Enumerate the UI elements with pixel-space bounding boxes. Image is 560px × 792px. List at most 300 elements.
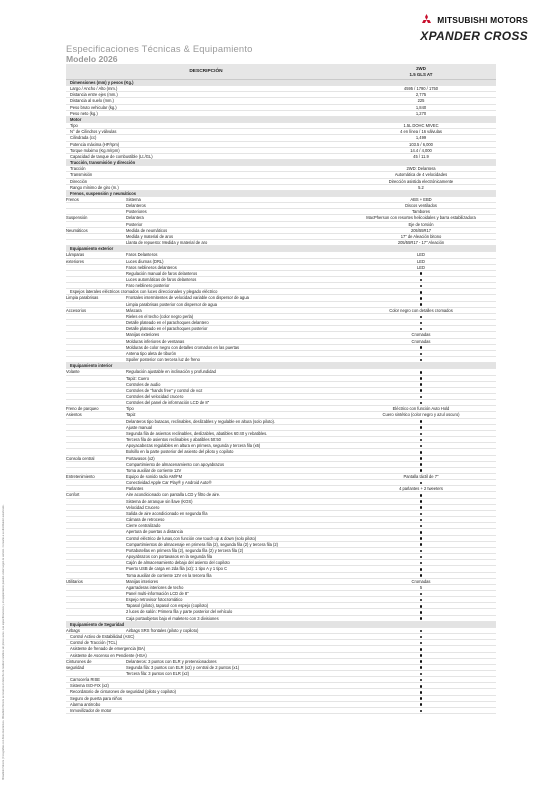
group-label <box>66 382 124 387</box>
included-dot-icon <box>420 451 423 454</box>
spec-value: 1,840 <box>415 104 427 110</box>
spec-value <box>346 696 496 701</box>
spec-value <box>346 597 496 602</box>
spec-label: Segunda fila: 3 puntos con ELR (x2) y central de 2 puntos (x1) <box>126 664 240 670</box>
included-dot-icon <box>420 531 423 534</box>
spec-label: Posteriores <box>126 209 147 215</box>
spec-value <box>346 468 496 473</box>
spec-label: Rieles en el techo (color negro perla) <box>126 313 194 319</box>
spec-value <box>346 376 496 381</box>
version-trim: 1.5 GLS AT <box>409 72 433 77</box>
spec-value: Automática de 4 velocidades <box>394 172 448 178</box>
included-dot-icon <box>420 691 423 694</box>
spec-value: 1,270 <box>415 110 427 116</box>
group-label <box>66 468 124 473</box>
spec-value <box>346 462 496 467</box>
group-label <box>66 240 124 245</box>
included-dot-icon <box>420 611 423 614</box>
included-dot-icon <box>420 636 423 639</box>
document-subtitle: Modelo 2026 <box>66 54 118 64</box>
included-dot-icon <box>420 710 423 713</box>
spec-value <box>346 708 496 713</box>
spec-label: Llanta de repuesto: Medida y material de aro <box>126 240 208 246</box>
spec-value <box>346 665 496 670</box>
included-dot-icon <box>420 322 423 325</box>
spec-label: Agarraderas interiores de techo <box>126 584 184 590</box>
group-label <box>66 548 124 553</box>
spec-label: Rango mínimo de giro (m.) <box>70 184 119 190</box>
included-dot-icon <box>420 272 423 275</box>
spec-value: 2,775 <box>415 92 427 98</box>
group-label <box>66 597 124 602</box>
mitsubishi-diamond-logo-icon <box>420 14 433 26</box>
included-dot-icon <box>420 605 423 608</box>
group-label <box>66 542 124 547</box>
spec-value: 225 <box>417 98 425 104</box>
included-dot-icon <box>420 697 423 700</box>
group-label <box>66 671 124 676</box>
group-label <box>66 376 124 381</box>
group-label <box>66 394 124 399</box>
group-label <box>66 517 124 522</box>
spec-value: 1.5L DOHC MIVEC <box>403 123 439 129</box>
included-dot-icon <box>420 439 423 442</box>
section-title: Equipamiento de Seguridad <box>70 621 125 627</box>
included-dot-icon <box>420 469 423 472</box>
spec-label: Luces automáticas de faros delanteros <box>126 277 197 282</box>
included-dot-icon <box>420 383 423 386</box>
group-label <box>66 499 124 504</box>
spec-label: Limpia parabrisas posterior con dispersor de agua <box>126 301 218 307</box>
spec-label: Control eléctrico de lunas,con función one touch up & down (solo piloto) <box>126 535 257 541</box>
group-label <box>66 302 124 307</box>
included-dot-icon <box>420 445 423 448</box>
spec-value <box>346 573 496 578</box>
spec-label: Frontales intermitentes de velocidad variable con dispersor de agua <box>126 295 249 301</box>
group-label <box>66 271 124 276</box>
group-label <box>66 505 124 510</box>
spec-label: Cilindrada (cc) <box>70 135 97 141</box>
spec-label: 2 luces de salón: Primera fila y parte posterior del vehículo <box>126 609 233 615</box>
spec-value <box>346 591 496 596</box>
spec-label: Controles del velocidad crucero <box>126 393 184 399</box>
spec-label: Apoyabrazos con portavasos en la segunda fila <box>126 554 213 560</box>
spec-value: Cuero sintético (color negro y azul oscuro) <box>382 412 460 418</box>
spec-value: Cromadas <box>411 332 431 338</box>
spec-label: Caja portaobjetos bajo el maletero con 3 divisiones <box>126 615 219 621</box>
included-dot-icon <box>420 463 423 466</box>
spec-label: Antena tipo aleta de tiburón <box>126 350 177 356</box>
spec-label: Torque máximo (Kg.m/rpm) <box>70 147 120 153</box>
spec-value <box>346 283 496 288</box>
group-label <box>66 419 124 424</box>
section-title: Motor <box>70 116 82 122</box>
spec-value <box>346 369 496 374</box>
included-dot-icon <box>420 519 423 522</box>
spec-value <box>346 548 496 553</box>
spec-value: Dirección asistida electrónicamente <box>388 178 454 184</box>
spec-label: Airbags SRS frontales (piloto y copiloto) <box>126 627 199 633</box>
group-label: seguridad <box>66 664 84 670</box>
group-label <box>66 265 124 270</box>
included-dot-icon <box>420 500 423 503</box>
included-dot-icon <box>420 396 423 399</box>
spec-label: Control Activo de Estabilidad (ASC) <box>70 634 135 640</box>
spec-value <box>346 628 496 633</box>
spec-value <box>346 653 496 658</box>
spec-value <box>346 492 496 497</box>
spec-label: Molduras de color negro con detalles cromados en las puertas <box>126 344 240 350</box>
spec-value: 205/55R17 - 17" Aleación <box>397 240 445 246</box>
group-label <box>66 566 124 571</box>
spec-value <box>346 689 496 694</box>
spec-value: Tambores <box>412 209 430 215</box>
spec-value <box>346 616 496 621</box>
included-dot-icon <box>420 599 423 602</box>
group-label: Limpia parabrisas <box>66 295 99 301</box>
group-label <box>66 443 124 448</box>
spec-value: ABS + EBD <box>410 196 432 202</box>
included-dot-icon <box>420 353 423 356</box>
spec-table-header <box>66 64 496 80</box>
spec-value: 103.5 / 6,000 <box>409 141 433 147</box>
included-dot-icon <box>420 525 423 528</box>
group-label <box>66 332 124 337</box>
spec-label: Conectividad Apple Car Play® y Android Auto® <box>126 480 212 486</box>
included-dot-icon <box>420 494 423 497</box>
group-label <box>66 603 124 608</box>
included-dot-icon <box>420 402 423 405</box>
group-label <box>66 486 124 491</box>
spec-value: LED <box>417 264 425 270</box>
group-label <box>66 203 124 208</box>
spec-label: Tapiz <box>126 412 136 418</box>
group-label <box>66 585 124 590</box>
spec-label: Sistema de arranque sin llave (KOS) <box>126 498 193 504</box>
included-dot-icon <box>420 420 423 423</box>
included-dot-icon <box>420 630 423 633</box>
model-name: XPANDER CROSS <box>420 29 528 43</box>
spec-value: Cromadas <box>411 338 431 344</box>
group-label <box>66 616 124 621</box>
group-label <box>66 326 124 331</box>
included-dot-icon <box>420 279 423 282</box>
spec-value <box>346 314 496 319</box>
included-dot-icon <box>420 543 423 546</box>
group-label: Frenos <box>66 196 79 202</box>
spec-label: Bolsillo en la parte posterior del asiento del piloto y copiloto <box>126 449 234 455</box>
included-dot-icon <box>420 568 423 571</box>
spec-value: LED <box>417 252 425 258</box>
spec-value <box>346 511 496 516</box>
included-dot-icon <box>420 457 423 460</box>
spec-value: Color negro con detalles cromados <box>389 307 453 313</box>
spec-label: Tracción <box>70 166 86 172</box>
spec-value <box>346 437 496 442</box>
group-label <box>66 554 124 559</box>
spec-label: Potencia máxima (HP/rpm) <box>70 141 120 147</box>
spec-label: Delanteros <box>126 203 146 209</box>
spec-label: Faros neblineros delanteros <box>126 264 177 270</box>
included-dot-icon <box>420 377 423 380</box>
spec-value: 1,499 <box>415 135 427 141</box>
spec-value <box>346 659 496 664</box>
spec-value: 205/55R17 <box>410 227 432 233</box>
spec-label: Portabotellas en primera fila (2), segunda fila (2) y tercera fila (2) <box>126 547 244 553</box>
spec-value: 14.4 / 4,000 <box>410 147 432 153</box>
included-dot-icon <box>420 654 423 657</box>
spec-value: MacPherson con resortes helicoidales y barra estabilizadora <box>366 215 476 221</box>
spec-table <box>66 64 496 714</box>
included-dot-icon <box>420 371 423 374</box>
group-label: exteriores <box>66 258 84 264</box>
spec-label: Inmovilizador de motor <box>70 707 112 713</box>
spec-value: 2WD: Delantera <box>406 166 436 172</box>
section-title: Dimensiones (mm) y pesos (Kg.) <box>70 80 134 85</box>
spec-value: 5 <box>419 584 423 590</box>
spec-label: Tipo <box>70 123 78 129</box>
spec-label: Tapiz: Cuero <box>126 375 149 381</box>
group-label <box>66 339 124 344</box>
spec-value <box>346 295 496 300</box>
included-dot-icon <box>420 550 423 553</box>
spec-value: LED <box>417 258 425 264</box>
spec-label: Transmisión <box>70 172 93 178</box>
group-label <box>66 345 124 350</box>
spec-label: Asistente de frenado de emergencia (BA) <box>70 646 146 652</box>
spec-label: Regulación ajustable en inclinación y profundidad <box>126 369 216 375</box>
spec-label: Cámara de retroceso <box>126 517 165 523</box>
group-label <box>66 400 124 405</box>
spec-label: Controles del panel de información LCD de 8" <box>126 400 210 406</box>
spec-label: Ajuste manual <box>126 424 152 430</box>
spec-label: Portavasos (x2) <box>126 455 155 461</box>
group-label <box>66 431 124 436</box>
spec-label: Alarma antirrobo <box>70 701 101 707</box>
group-label <box>66 523 124 528</box>
spec-value <box>346 289 496 294</box>
spec-value <box>346 523 496 528</box>
spec-value <box>346 277 496 282</box>
group-label <box>66 351 124 356</box>
spec-value <box>346 683 496 688</box>
spec-label: Tipo <box>126 406 134 412</box>
included-dot-icon <box>420 285 423 288</box>
spec-value <box>346 449 496 454</box>
spec-value: 17" de Aleación bitono <box>400 233 442 239</box>
group-label <box>66 462 124 467</box>
group-label <box>66 209 124 214</box>
included-dot-icon <box>420 328 423 331</box>
included-dot-icon <box>420 648 423 651</box>
included-dot-icon <box>420 359 423 362</box>
group-label: Airbags <box>66 627 80 633</box>
spec-label: Carrocería RISE <box>70 677 101 683</box>
section-title: Equipamiento exterior <box>70 246 114 252</box>
spec-value: Eléctrico con función Auto Hold <box>392 406 450 412</box>
group-label <box>66 609 124 614</box>
spec-value: 45 / 11.9 <box>413 153 429 159</box>
group-label <box>66 320 124 325</box>
group-label <box>66 511 124 516</box>
group-label <box>66 560 124 565</box>
spec-label: N° de Cilindros y válvulas <box>70 129 117 135</box>
spec-label: Seguro de puerta para niños <box>70 695 122 701</box>
included-dot-icon <box>420 593 423 596</box>
spec-label: Medida de neumáticos <box>126 227 168 233</box>
included-dot-icon <box>420 316 423 319</box>
spec-value <box>346 394 496 399</box>
spec-value <box>346 560 496 565</box>
group-label: Asientos <box>66 412 82 418</box>
group-label: Freno de parqueo <box>66 406 99 412</box>
spec-value <box>346 529 496 534</box>
spec-label: Distancia entre ejes (mm.) <box>70 92 118 98</box>
spec-label: Apoyacabezas regulables en altura en primera, segunda y tercera fila (x6) <box>126 443 261 449</box>
included-dot-icon <box>420 389 423 392</box>
spec-value <box>346 646 496 651</box>
spec-label: Manijas exteriores <box>126 332 160 338</box>
spec-value <box>346 431 496 436</box>
spec-value: 5.2 <box>418 184 424 190</box>
table-row <box>66 708 496 714</box>
spec-label: Tercera fila: 3 puntos con ELR (x2) <box>126 671 190 676</box>
spec-rows <box>66 80 496 714</box>
spec-label: Delanteros tipo butacas, reclinables, deslizables y regulable en altura (solo piloto). <box>126 418 276 424</box>
spec-value <box>346 671 496 676</box>
spec-label: Equipo de sonido radio AM/FM <box>126 474 182 479</box>
group-label <box>66 425 124 430</box>
spec-label: Cajón de almacenamiento debajo del asiento del copiloto <box>126 560 230 566</box>
brand-name: MITSUBISHI MOTORS <box>437 15 528 25</box>
included-dot-icon <box>420 574 423 577</box>
spec-label: Regulación manual de faros delanteros <box>126 270 198 276</box>
spec-value <box>346 499 496 504</box>
spec-label: Segunda fila de asientos reclinables, deslizables, abatibles 60:40 y rebatibles. <box>126 430 268 436</box>
version-column-header <box>346 64 496 79</box>
included-dot-icon <box>420 703 423 706</box>
spec-label: Medida y material de aros <box>126 233 174 239</box>
included-dot-icon <box>420 513 423 516</box>
spec-label: Distancia al suelo (mm.) <box>70 98 114 104</box>
spec-value <box>346 640 496 645</box>
section-title: Equipamiento interior <box>70 363 113 369</box>
spec-label: Detalle plateado en el parachoques delantero <box>126 320 209 326</box>
group-label: Utilitarios <box>66 578 83 584</box>
group-label: Volante <box>66 369 80 375</box>
included-dot-icon <box>420 482 423 485</box>
spec-label: Toma auxiliar de corriente 12V <box>126 467 182 473</box>
spec-value: 4595 / 1790 / 1750 <box>403 86 439 92</box>
spec-label: Sistema <box>126 196 141 202</box>
spec-label: Dirección <box>70 178 88 184</box>
group-label: Consola central <box>66 455 95 461</box>
spec-value <box>346 505 496 510</box>
spec-value <box>346 634 496 639</box>
group-label: Neumáticos <box>66 227 88 233</box>
included-dot-icon <box>420 562 423 565</box>
spec-value: Eje de torsión <box>408 221 434 227</box>
spec-label: Asistente de Ascenso en Pendiente (HSA) <box>70 652 147 658</box>
version-drive: 2WD <box>416 66 426 71</box>
spec-value <box>346 456 496 461</box>
included-dot-icon <box>420 291 423 294</box>
spec-label: Parlantes <box>126 486 144 492</box>
spec-label: Cierre centralizado <box>126 523 161 529</box>
group-label <box>66 529 124 534</box>
spec-label: Controles de audio <box>126 381 161 387</box>
spec-value <box>346 419 496 424</box>
spec-value <box>346 677 496 682</box>
spec-label: Salida de aire acondicionado en segunda fila <box>126 510 208 516</box>
spec-label: Peso neto (kg.) <box>70 110 98 116</box>
spec-value <box>346 357 496 362</box>
included-dot-icon <box>420 679 423 682</box>
included-dot-icon <box>420 506 423 509</box>
spec-value <box>346 443 496 448</box>
spec-label: Tapasol (piloto), tapasol con espejo (copiloto) <box>126 603 209 609</box>
spec-value <box>346 609 496 614</box>
spec-label: Delanteros: 3 puntos con ELR y pretensionadores <box>126 658 217 664</box>
spec-value <box>346 345 496 350</box>
group-label: Confort <box>66 492 80 498</box>
spec-label: Detalle plateado en el parachoques posterior <box>126 326 208 332</box>
spec-value <box>346 326 496 331</box>
spec-label: Peso bruto vehicular (kg.) <box>70 104 117 110</box>
spec-value <box>346 517 496 522</box>
spec-label: Delantera <box>126 215 144 221</box>
included-dot-icon <box>420 617 423 620</box>
spec-label: Recordatorio de cinturones de seguridad (piloto y copiloto) <box>70 689 177 695</box>
spec-label: Controles de "hands free" y control de voz <box>126 387 203 393</box>
description-column-header: DESCRIPCIÓN <box>189 69 223 74</box>
included-dot-icon <box>420 537 423 540</box>
included-dot-icon <box>420 642 423 645</box>
spec-value <box>346 302 496 307</box>
included-dot-icon <box>420 426 423 429</box>
group-label <box>66 277 124 282</box>
group-label <box>66 357 124 362</box>
group-label <box>66 283 124 288</box>
spec-label: Puerto USB de carga en 2da fila (x2): 1 tipo A y 1 tipo C <box>126 566 228 572</box>
group-label <box>66 388 124 393</box>
spec-label: Spoiler posterior con tercera luz de freno <box>126 357 200 363</box>
included-dot-icon <box>420 303 423 306</box>
included-dot-icon <box>420 685 423 688</box>
group-label <box>66 314 124 319</box>
section-title: Frenos, suspensión y neumáticos <box>70 190 136 196</box>
spec-label: Sistema ISO-FIX (x2) <box>70 683 109 689</box>
spec-value <box>346 702 496 707</box>
included-dot-icon <box>420 297 423 300</box>
spec-label: Compartimientos de almacenaje en primera fila (2), segunda fila (2) y tercera fila (2) <box>126 541 278 547</box>
spec-value <box>346 554 496 559</box>
group-label <box>66 591 124 596</box>
spec-value: 4 parlantes + 2 tweeters <box>399 486 443 492</box>
included-dot-icon <box>420 673 423 676</box>
group-label: Suspensión <box>66 215 88 221</box>
spec-value: Pantalla táctil de 7" <box>403 474 439 479</box>
brand-block <box>378 14 528 52</box>
included-dot-icon <box>420 556 423 559</box>
spec-value <box>346 566 496 571</box>
legal-disclaimer: Mitsubishi Motors | Fotografías con fines ilustrativos. Mitsubishi Motors se reserva el derecho de realizar cambios sin previo aviso. Las especificaciones y el equipamiento pueden variar según la versión. Consulte a su distribuidor autorizado. <box>2 504 5 780</box>
group-label: Lámparas <box>66 252 85 258</box>
section-title: Tracción, transmisión y dirección <box>70 160 136 166</box>
spec-label: Toma auxiliar de corriente 12V en la tercera fila <box>126 572 212 578</box>
included-dot-icon <box>420 433 423 436</box>
spec-label: Espejos laterales eléctricos cromados con luces direccionales y plegado eléctrico <box>70 289 218 295</box>
